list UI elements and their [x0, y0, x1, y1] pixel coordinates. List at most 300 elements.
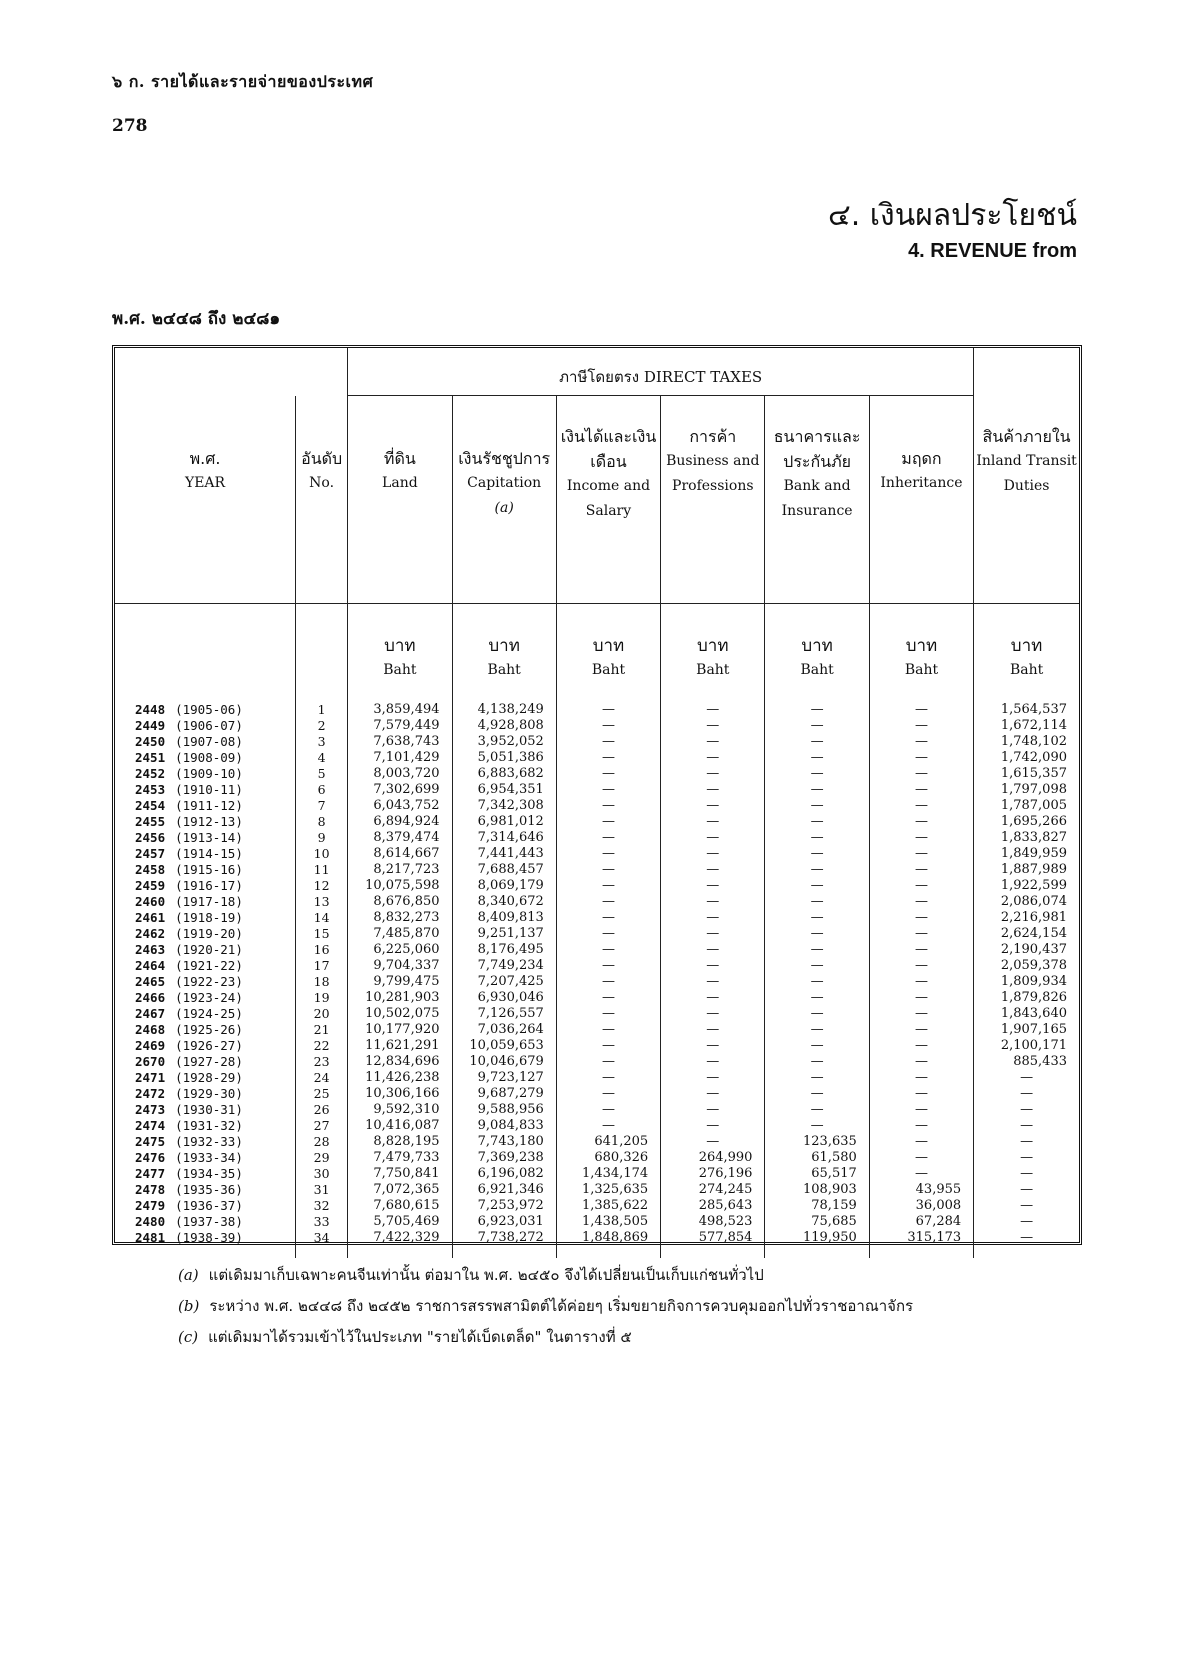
value-cell-land: 10,177,920 — [348, 1022, 452, 1038]
col-header-english: Capitation — [467, 475, 542, 491]
value-cell-cap: 6,981,012 — [452, 814, 556, 830]
year-ce: (1922-23) — [175, 974, 243, 989]
year-ce: (1934-35) — [175, 1166, 243, 1181]
value-cell-inherit: — — [869, 1006, 973, 1022]
year-ce: (1933-34) — [175, 1150, 243, 1165]
year-cell — [115, 1038, 296, 1054]
value-cell-cap: 6,930,046 — [452, 990, 556, 1006]
period-label: พ.ศ. ๒๔๔๘ ถึง ๒๔๘๑ — [112, 309, 281, 329]
value-cell-land: 7,750,841 — [348, 1166, 452, 1182]
year-be: 2478 — [135, 1182, 166, 1197]
year-cell — [115, 990, 296, 1006]
col-header-english: YEAR — [184, 474, 226, 491]
year-ce: (1935-36) — [175, 1182, 243, 1197]
value-cell-inland: — — [974, 1214, 1079, 1230]
unit-thai: บาท — [697, 636, 729, 656]
value-cell-bank: 78,159 — [765, 1198, 869, 1214]
value-cell-income: — — [556, 814, 660, 830]
value-cell-bank: — — [765, 926, 869, 942]
footnote-text: แต่เดิมมาได้รวมเข้าไว้ในประเภท "รายได้เบ็ดเตล็ด" ในตารางที่ ๕ — [208, 1328, 632, 1346]
year-be: 2463 — [135, 942, 166, 957]
value-cell-business: — — [661, 798, 765, 814]
col-header-english: Inland Transit Duties — [976, 452, 1077, 494]
value-cell-business: — — [661, 750, 765, 766]
value-cell-inherit: 36,008 — [869, 1198, 973, 1214]
value-cell-cap: 6,954,351 — [452, 782, 556, 798]
value-cell-income: — — [556, 1054, 660, 1070]
value-cell-inherit: — — [869, 1022, 973, 1038]
year-be: 2464 — [135, 958, 166, 973]
year-ce: (1923-24) — [175, 990, 243, 1005]
value-cell-inherit: — — [869, 1118, 973, 1134]
value-cell-business: 276,196 — [661, 1166, 765, 1182]
value-cell-land: 5,705,469 — [348, 1214, 452, 1230]
table-row — [115, 878, 1079, 894]
value-cell-bank: — — [765, 990, 869, 1006]
value-cell-land: 8,217,723 — [348, 862, 452, 878]
value-cell-inland: 1,879,826 — [974, 990, 1079, 1006]
year-ce: (1920-21) — [175, 942, 243, 957]
value-cell-inherit: — — [869, 990, 973, 1006]
year-be: 2467 — [135, 1006, 166, 1021]
row-number: 21 — [296, 1022, 348, 1038]
year-cell — [115, 926, 296, 942]
row-number: 30 — [296, 1166, 348, 1182]
value-cell-business: — — [661, 1038, 765, 1054]
col-header-year — [115, 396, 296, 604]
value-cell-land: 7,072,365 — [348, 1182, 452, 1198]
value-cell-cap: 9,251,137 — [452, 926, 556, 942]
value-cell-land: 6,043,752 — [348, 798, 452, 814]
year-ce: (1917-18) — [175, 894, 243, 909]
value-cell-inland: — — [974, 1150, 1079, 1166]
value-cell-income: — — [556, 942, 660, 958]
value-cell-inherit: — — [869, 1166, 973, 1182]
value-cell-inherit: — — [869, 702, 973, 718]
table-row — [115, 1198, 1079, 1214]
value-cell-inland: — — [974, 1118, 1079, 1134]
page-number: 278 — [112, 116, 148, 136]
value-cell-land: 10,075,598 — [348, 878, 452, 894]
value-cell-bank: — — [765, 734, 869, 750]
year-be: 2480 — [135, 1214, 166, 1229]
value-cell-inland: 1,748,102 — [974, 734, 1079, 750]
year-be: 2479 — [135, 1198, 166, 1213]
value-cell-cap: 6,196,082 — [452, 1166, 556, 1182]
row-number: 8 — [296, 814, 348, 830]
value-cell-land: 6,894,924 — [348, 814, 452, 830]
value-cell-land: 8,614,667 — [348, 846, 452, 862]
value-cell-cap: 8,409,813 — [452, 910, 556, 926]
group-header-spacer — [115, 348, 348, 396]
year-be: 2450 — [135, 734, 166, 749]
value-cell-cap: 10,059,653 — [452, 1038, 556, 1054]
table-title-english: 4. REVENUE from — [908, 240, 1077, 262]
value-cell-cap: 6,923,031 — [452, 1214, 556, 1230]
value-cell-income: — — [556, 798, 660, 814]
value-cell-inland: — — [974, 1102, 1079, 1118]
table-row — [115, 718, 1079, 734]
table-row — [115, 894, 1079, 910]
value-cell-land: 8,676,850 — [348, 894, 452, 910]
value-cell-inland: 1,833,827 — [974, 830, 1079, 846]
footnote-key: (c) — [178, 1328, 199, 1346]
value-cell-bank: — — [765, 1118, 869, 1134]
row-number: 10 — [296, 846, 348, 862]
value-cell-bank: — — [765, 702, 869, 718]
value-cell-inherit: — — [869, 1086, 973, 1102]
table-row — [115, 1134, 1079, 1150]
value-cell-inland: 885,433 — [974, 1054, 1079, 1070]
value-cell-bank: — — [765, 766, 869, 782]
col-header-thai: มฤดก — [901, 449, 942, 468]
value-cell-income: — — [556, 1006, 660, 1022]
row-number: 32 — [296, 1198, 348, 1214]
table-row — [115, 1054, 1079, 1070]
unit-cell-empty — [296, 604, 348, 703]
col-header-inheritance — [869, 396, 973, 604]
row-number: 26 — [296, 1102, 348, 1118]
year-be: 2462 — [135, 926, 166, 941]
value-cell-business: 498,523 — [661, 1214, 765, 1230]
value-cell-business: — — [661, 782, 765, 798]
year-be: 2451 — [135, 750, 166, 765]
year-be: 2466 — [135, 990, 166, 1005]
value-cell-cap: 7,342,308 — [452, 798, 556, 814]
value-cell-inherit: — — [869, 1054, 973, 1070]
col-header-english: Land — [382, 475, 418, 491]
value-cell-land: 12,834,696 — [348, 1054, 452, 1070]
col-header-english: Income and Salary — [566, 478, 651, 519]
value-cell-income: 1,438,505 — [556, 1214, 660, 1230]
value-cell-income: 1,325,635 — [556, 1182, 660, 1198]
row-number: 28 — [296, 1134, 348, 1150]
value-cell-land: 8,379,474 — [348, 830, 452, 846]
table-row — [115, 958, 1079, 974]
value-cell-land: 7,485,870 — [348, 926, 452, 942]
col-header-thai: พ.ศ. — [189, 448, 221, 468]
value-cell-land: 9,704,337 — [348, 958, 452, 974]
value-cell-land: 6,225,060 — [348, 942, 452, 958]
value-cell-business: 274,245 — [661, 1182, 765, 1198]
unit-cell — [661, 604, 765, 703]
col-header-thai: การค้า — [689, 427, 737, 446]
table-row — [115, 830, 1079, 846]
value-cell-business: — — [661, 1134, 765, 1150]
value-cell-inland: 1,615,357 — [974, 766, 1079, 782]
col-header-business — [661, 396, 765, 604]
year-ce: (1910-11) — [175, 782, 243, 797]
table-row — [115, 1118, 1079, 1134]
value-cell-cap: 4,928,808 — [452, 718, 556, 734]
year-ce: (1929-30) — [175, 1086, 243, 1101]
value-cell-business: 285,643 — [661, 1198, 765, 1214]
value-cell-land: 11,621,291 — [348, 1038, 452, 1054]
footnote-text: แต่เดิมมาเก็บเฉพาะคนจีนเท่านั้น ต่อมาใน พ.ศ. ๒๔๕๐ จึงได้เปลี่ยนเป็นเก็บแก่ชนทั่วไป — [208, 1266, 764, 1284]
value-cell-inland: — — [974, 1198, 1079, 1214]
value-cell-cap: 8,069,179 — [452, 878, 556, 894]
value-cell-income: — — [556, 830, 660, 846]
value-cell-income: — — [556, 878, 660, 894]
year-be: 2477 — [135, 1166, 166, 1181]
table-row — [115, 734, 1079, 750]
year-be: 2481 — [135, 1230, 166, 1245]
value-cell-cap: 7,743,180 — [452, 1134, 556, 1150]
value-cell-cap: 7,126,557 — [452, 1006, 556, 1022]
value-cell-bank: — — [765, 958, 869, 974]
table-row — [115, 846, 1079, 862]
value-cell-business: — — [661, 766, 765, 782]
year-ce: (1905-06) — [175, 702, 243, 717]
col-header-thai: อันดับ — [301, 448, 343, 468]
group-header-spacer-right — [974, 348, 1079, 396]
value-cell-cap: 7,207,425 — [452, 974, 556, 990]
spacer-cell — [869, 1246, 973, 1258]
table-row — [115, 974, 1079, 990]
table-row — [115, 782, 1079, 798]
year-cell — [115, 1022, 296, 1038]
value-cell-business: — — [661, 1086, 765, 1102]
unit-eng: Baht — [1009, 662, 1044, 678]
value-cell-bank: — — [765, 910, 869, 926]
year-cell — [115, 1134, 296, 1150]
value-cell-inland: 1,907,165 — [974, 1022, 1079, 1038]
table-row — [115, 1230, 1079, 1246]
value-cell-bank: — — [765, 942, 869, 958]
table-row — [115, 766, 1079, 782]
value-cell-inland: 1,809,934 — [974, 974, 1079, 990]
value-cell-cap: 8,340,672 — [452, 894, 556, 910]
value-cell-business: — — [661, 894, 765, 910]
value-cell-inland: 1,843,640 — [974, 1006, 1079, 1022]
col-header-no — [296, 396, 348, 604]
value-cell-business: — — [661, 702, 765, 718]
col-header-english: Bank and Insurance — [781, 478, 853, 519]
row-number: 22 — [296, 1038, 348, 1054]
column-header-row — [115, 396, 1079, 604]
value-cell-cap: 4,138,249 — [452, 702, 556, 718]
table-row — [115, 1102, 1079, 1118]
value-cell-bank: 61,580 — [765, 1150, 869, 1166]
value-cell-inherit: — — [869, 974, 973, 990]
unit-thai: บาท — [801, 636, 833, 656]
value-cell-land: 10,502,075 — [348, 1006, 452, 1022]
table-row — [115, 990, 1079, 1006]
value-cell-land: 7,302,699 — [348, 782, 452, 798]
value-cell-business: — — [661, 910, 765, 926]
value-cell-inherit: — — [869, 846, 973, 862]
value-cell-inland: 1,887,989 — [974, 862, 1079, 878]
year-ce: (1932-33) — [175, 1134, 243, 1149]
value-cell-business: — — [661, 846, 765, 862]
year-be: 2476 — [135, 1150, 166, 1165]
value-cell-cap: 10,046,679 — [452, 1054, 556, 1070]
row-number: 16 — [296, 942, 348, 958]
value-cell-income: — — [556, 1118, 660, 1134]
col-header-inland — [974, 396, 1079, 604]
table-row — [115, 814, 1079, 830]
row-number: 33 — [296, 1214, 348, 1230]
value-cell-cap: 7,738,272 — [452, 1230, 556, 1246]
value-cell-inherit: — — [869, 718, 973, 734]
value-cell-income: — — [556, 782, 660, 798]
unit-cell — [348, 604, 452, 703]
value-cell-business: — — [661, 830, 765, 846]
value-cell-income: — — [556, 766, 660, 782]
year-be: 2468 — [135, 1022, 166, 1037]
unit-thai: บาท — [384, 636, 416, 656]
value-cell-land: 7,422,329 — [348, 1230, 452, 1246]
footnote-a — [178, 1260, 913, 1291]
value-cell-business: — — [661, 974, 765, 990]
year-cell — [115, 1166, 296, 1182]
value-cell-cap: 6,921,346 — [452, 1182, 556, 1198]
year-be: 2475 — [135, 1134, 166, 1149]
year-cell — [115, 1086, 296, 1102]
value-cell-bank: — — [765, 1006, 869, 1022]
year-be: 2474 — [135, 1118, 166, 1133]
year-be: 2459 — [135, 878, 166, 893]
row-number: 27 — [296, 1118, 348, 1134]
row-number: 15 — [296, 926, 348, 942]
value-cell-inland: — — [974, 1166, 1079, 1182]
value-cell-cap: 7,314,646 — [452, 830, 556, 846]
value-cell-bank: — — [765, 1086, 869, 1102]
year-ce: (1914-15) — [175, 846, 243, 861]
value-cell-business: — — [661, 734, 765, 750]
row-number: 23 — [296, 1054, 348, 1070]
year-ce: (1915-16) — [175, 862, 243, 877]
year-cell — [115, 702, 296, 718]
value-cell-bank: 108,903 — [765, 1182, 869, 1198]
value-cell-inland: — — [974, 1182, 1079, 1198]
value-cell-inherit: — — [869, 926, 973, 942]
unit-eng: Baht — [904, 662, 939, 678]
value-cell-bank: — — [765, 718, 869, 734]
value-cell-inherit: — — [869, 958, 973, 974]
value-cell-inherit: — — [869, 1134, 973, 1150]
col-header-note: (a) — [494, 500, 514, 516]
table-row — [115, 1214, 1079, 1230]
year-cell — [115, 1070, 296, 1086]
year-ce: (1921-22) — [175, 958, 243, 973]
value-cell-land: 10,281,903 — [348, 990, 452, 1006]
value-cell-business: — — [661, 1118, 765, 1134]
revenue-table-frame — [112, 345, 1082, 1245]
year-cell — [115, 1006, 296, 1022]
row-number: 9 — [296, 830, 348, 846]
value-cell-cap: 9,687,279 — [452, 1086, 556, 1102]
value-cell-inland: 2,100,171 — [974, 1038, 1079, 1054]
table-row — [115, 750, 1079, 766]
unit-eng: Baht — [800, 662, 834, 678]
unit-cell — [869, 604, 973, 703]
footnote-key: (b) — [178, 1297, 200, 1315]
value-cell-inherit: — — [869, 798, 973, 814]
year-ce: (1912-13) — [175, 814, 243, 829]
value-cell-business: — — [661, 942, 765, 958]
spacer-cell — [556, 1246, 660, 1258]
value-cell-inland: — — [974, 1070, 1079, 1086]
unit-thai: บาท — [905, 636, 938, 656]
value-cell-inherit: — — [869, 766, 973, 782]
row-number: 2 — [296, 718, 348, 734]
value-cell-inherit: — — [869, 734, 973, 750]
value-cell-inland: — — [974, 1230, 1079, 1246]
footnote-key: (a) — [178, 1266, 199, 1284]
value-cell-land: 11,426,238 — [348, 1070, 452, 1086]
year-be: 2473 — [135, 1102, 166, 1117]
year-cell — [115, 1102, 296, 1118]
value-cell-inland: 1,849,959 — [974, 846, 1079, 862]
year-cell — [115, 862, 296, 878]
unit-cell — [974, 604, 1079, 703]
row-number: 18 — [296, 974, 348, 990]
value-cell-income: — — [556, 1086, 660, 1102]
year-cell — [115, 750, 296, 766]
row-number: 19 — [296, 990, 348, 1006]
unit-cell-empty — [115, 604, 296, 703]
row-number: 17 — [296, 958, 348, 974]
value-cell-income: — — [556, 910, 660, 926]
value-cell-inland: — — [974, 1086, 1079, 1102]
year-be: 2454 — [135, 798, 166, 813]
spacer-cell — [974, 1246, 1079, 1258]
value-cell-income: 641,205 — [556, 1134, 660, 1150]
table-row — [115, 942, 1079, 958]
value-cell-cap: 9,084,833 — [452, 1118, 556, 1134]
year-be: 2458 — [135, 862, 166, 877]
year-ce: (1930-31) — [175, 1102, 243, 1117]
value-cell-inland: 1,672,114 — [974, 718, 1079, 734]
table-row — [115, 1150, 1079, 1166]
table-row — [115, 1022, 1079, 1038]
value-cell-inherit: — — [869, 1070, 973, 1086]
row-number: 12 — [296, 878, 348, 894]
year-cell — [115, 878, 296, 894]
value-cell-inland: 2,086,074 — [974, 894, 1079, 910]
col-header-bank — [765, 396, 869, 604]
value-cell-bank: — — [765, 862, 869, 878]
value-cell-inland: — — [974, 1134, 1079, 1150]
value-cell-land: 7,680,615 — [348, 1198, 452, 1214]
year-be: 2449 — [135, 718, 166, 733]
table-row — [115, 1070, 1079, 1086]
year-be: 2455 — [135, 814, 166, 829]
value-cell-cap: 5,051,386 — [452, 750, 556, 766]
spacer-cell — [661, 1246, 765, 1258]
row-number: 31 — [296, 1182, 348, 1198]
unit-eng: Baht — [591, 662, 626, 678]
value-cell-income: — — [556, 958, 660, 974]
year-be: 2453 — [135, 782, 166, 797]
value-cell-bank: — — [765, 846, 869, 862]
value-cell-bank: 65,517 — [765, 1166, 869, 1182]
table-body — [115, 604, 1079, 1259]
table-row — [115, 926, 1079, 942]
year-ce: (1927-28) — [175, 1054, 243, 1069]
value-cell-income: — — [556, 1022, 660, 1038]
year-cell — [115, 798, 296, 814]
unit-cell — [556, 604, 660, 703]
year-ce: (1938-39) — [175, 1230, 243, 1245]
year-ce: (1937-38) — [175, 1214, 243, 1229]
table-row — [115, 1006, 1079, 1022]
table-row — [115, 862, 1079, 878]
value-cell-inland: 2,624,154 — [974, 926, 1079, 942]
value-cell-inherit: — — [869, 878, 973, 894]
spacer-cell — [296, 1246, 348, 1258]
